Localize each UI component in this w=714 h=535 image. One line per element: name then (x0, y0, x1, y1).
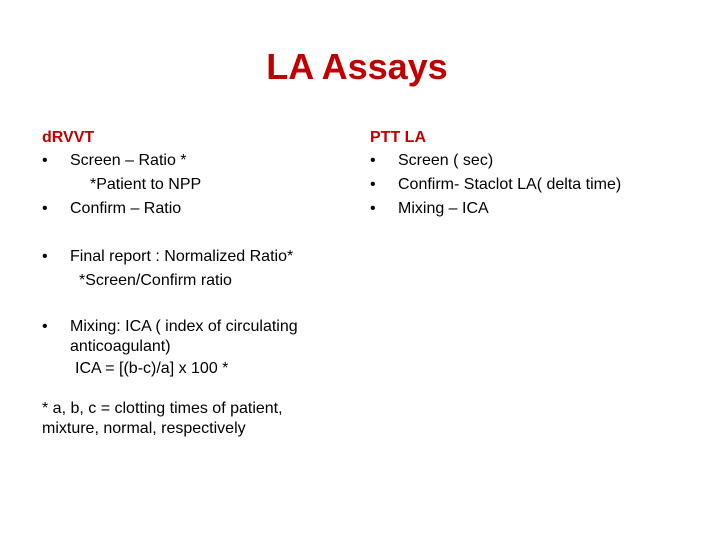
bullet-icon: • (370, 176, 376, 193)
list-item: • Mixing – ICA (370, 197, 690, 221)
final-note: *Screen/Confirm ratio (79, 272, 232, 289)
bullet-icon: • (42, 318, 48, 335)
slide-title: LA Assays (266, 46, 448, 87)
list-item-confirm: • Confirm – Ratio (42, 197, 352, 221)
list-item-mixing: • Mixing: ICA ( index of circulating anticoagulant) (42, 318, 298, 355)
ica-formula: ICA = [(b-c)/a] x 100 * (75, 360, 229, 377)
screen-note: *Patient to NPP (90, 176, 202, 193)
bullet-icon: • (370, 152, 376, 169)
list-item-screen: • Screen – Ratio * (42, 149, 352, 173)
drvvt-column (42, 127, 352, 439)
bullet-icon: • (42, 152, 48, 169)
footnote: * a, b, c = clotting times of patient, mixture, normal, respectively (42, 400, 283, 437)
bullet-icon: • (370, 200, 376, 217)
list-item: • Confirm- Staclot LA( delta time) (370, 173, 690, 197)
ptt-la-column (370, 127, 690, 221)
bullet-icon: • (42, 248, 48, 265)
bullet-icon: • (42, 200, 48, 217)
list-item: • Screen ( sec) (370, 149, 690, 173)
list-item-final-report: • Final report : Normalized Ratio* (42, 245, 352, 269)
drvvt-heading: dRVVT (42, 129, 95, 146)
ptt-la-heading: PTT LA (370, 129, 426, 146)
